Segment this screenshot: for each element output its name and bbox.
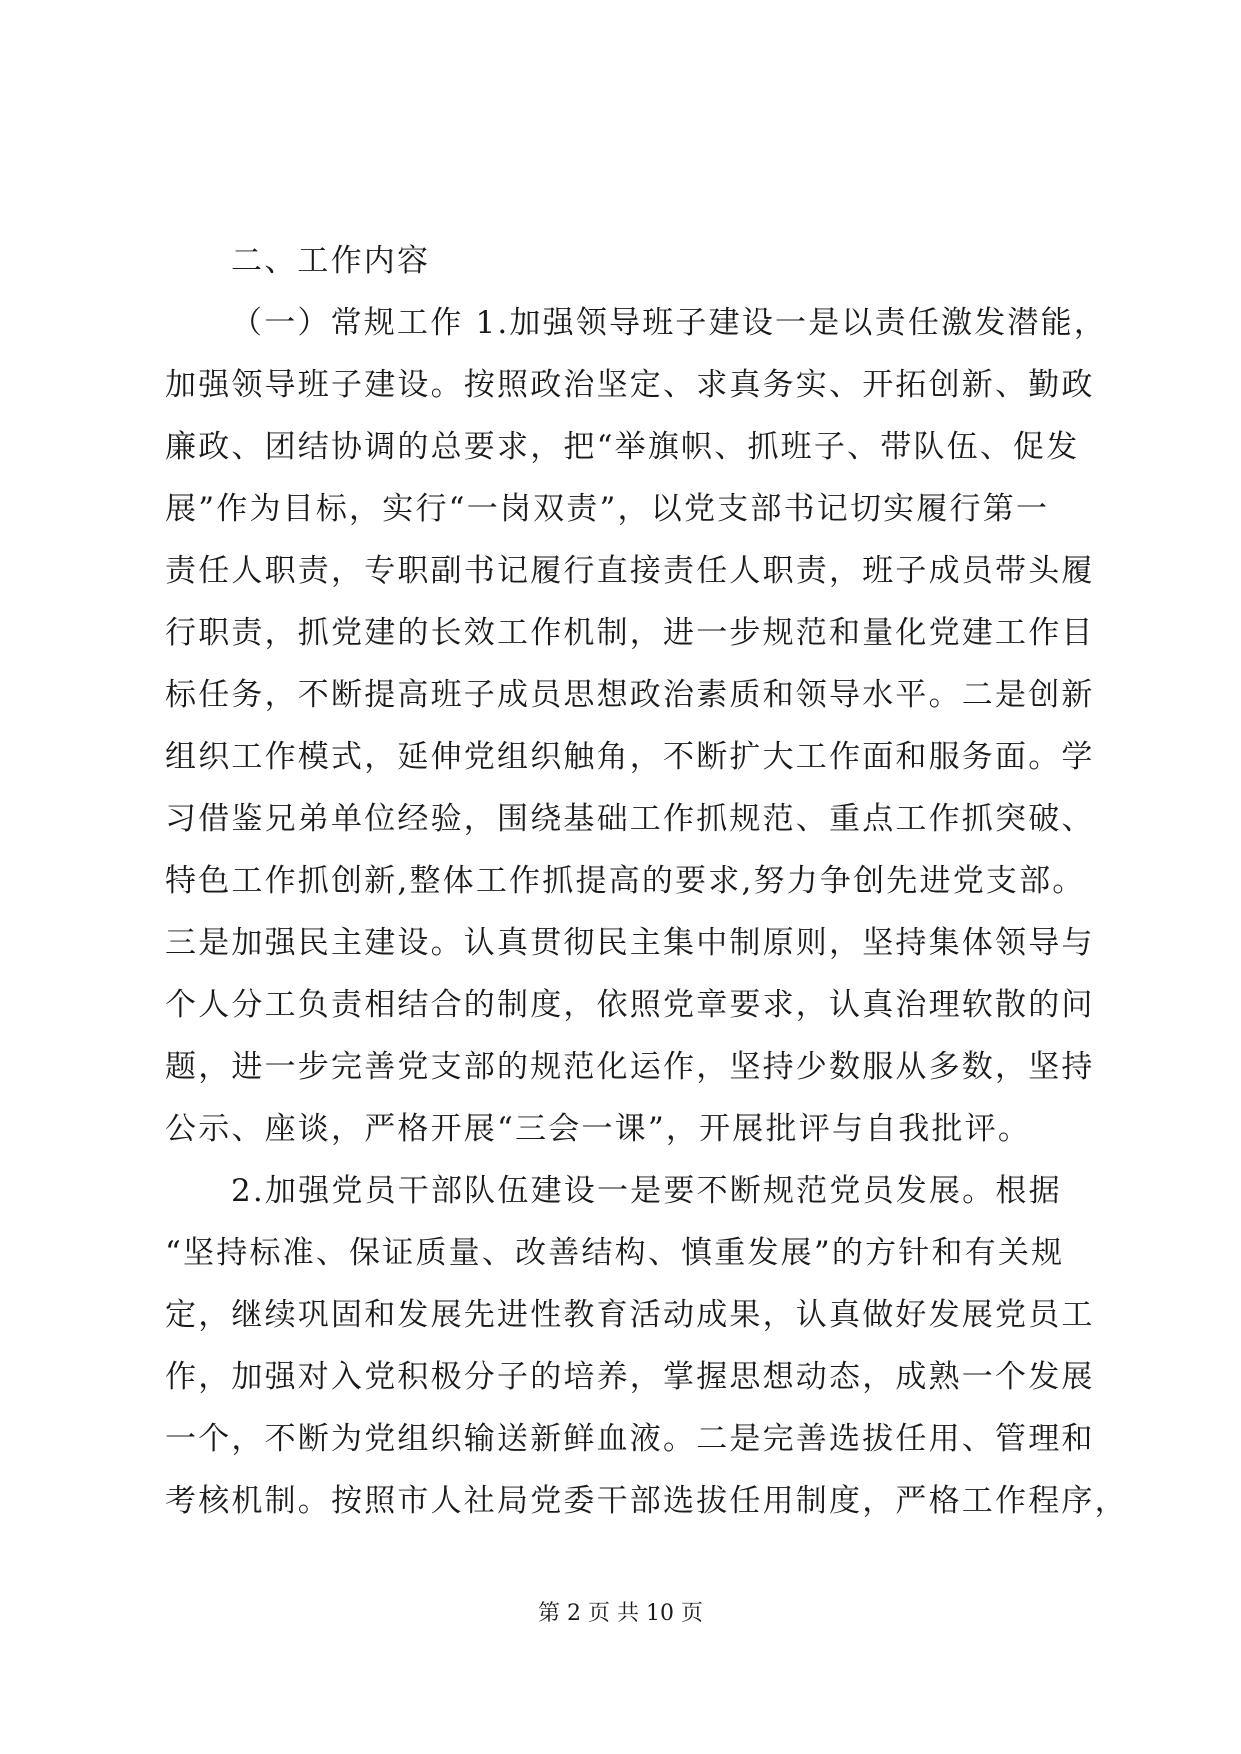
section-heading: 二、工作内容 xyxy=(231,243,431,279)
page-number-footer: 第 2 页 共 10 页 xyxy=(538,1601,703,1626)
paragraph-line: 作，加强对入党积极分子的培养，掌握思想动态，成熟一个发展 xyxy=(165,1359,1095,1395)
paragraph-line: 行职责，抓党建的长效工作机制，进一步规范和量化党建工作目 xyxy=(165,615,1095,651)
paragraph-line: （一）常规工作 1.加强领导班子建设一是以责任激发潜能， xyxy=(231,305,1108,341)
paragraph-line: 考核机制。按照市人社局党委干部选拔任用制度，严格工作程序， xyxy=(165,1483,1128,1519)
paragraph-line: 三是加强民主建设。认真贯彻民主集中制原则，坚持集体领导与 xyxy=(165,925,1095,961)
paragraph-line: 题，进一步完善党支部的规范化运作，坚持少数服从多数，坚持 xyxy=(165,1049,1095,1085)
paragraph-line: 个人分工负责相结合的制度，依照党章要求，认真治理软散的问 xyxy=(165,987,1095,1023)
paragraph-line: 习借鉴兄弟单位经验，围绕基础工作抓规范、重点工作抓突破、 xyxy=(165,801,1095,837)
paragraph-line: 定，继续巩固和发展先进性教育活动成果，认真做好发展党员工 xyxy=(165,1297,1095,1333)
paragraph-line: 公示、座谈，严格开展“三会一课”，开展批评与自我批评。 xyxy=(165,1111,1032,1147)
document-body xyxy=(165,230,1128,1532)
paragraph-line: 一个，不断为党组织输送新鲜血液。二是完善选拔任用、管理和 xyxy=(165,1421,1095,1457)
paragraph-line: “坚持标准、保证质量、改善结构、慎重发展”的方针和有关规 xyxy=(165,1235,1065,1271)
paragraph-line: 特色工作抓创新,整体工作抓提高的要求,努力争创先进党支部。 xyxy=(165,863,1086,899)
paragraph-line: 组织工作模式，延伸党组织触角，不断扩大工作面和服务面。学 xyxy=(165,739,1095,775)
paragraph-line: 2.加强党员干部队伍建设一是要不断规范党员发展。根据 xyxy=(231,1173,1062,1209)
paragraph-line: 廉政、团结协调的总要求，把“举旗帜、抓班子、带队伍、促发 xyxy=(165,429,1080,465)
paragraph-line: 加强领导班子建设。按照政治坚定、求真务实、开拓创新、勤政 xyxy=(165,367,1095,403)
paragraph-line: 责任人职责，专职副书记履行直接责任人职责，班子成员带头履 xyxy=(165,553,1095,589)
paragraph-line: 展”作为目标，实行“一岗双责”，以党支部书记切实履行第一 xyxy=(165,491,1050,527)
paragraph-line: 标任务，不断提高班子成员思想政治素质和领导水平。二是创新 xyxy=(165,677,1095,713)
